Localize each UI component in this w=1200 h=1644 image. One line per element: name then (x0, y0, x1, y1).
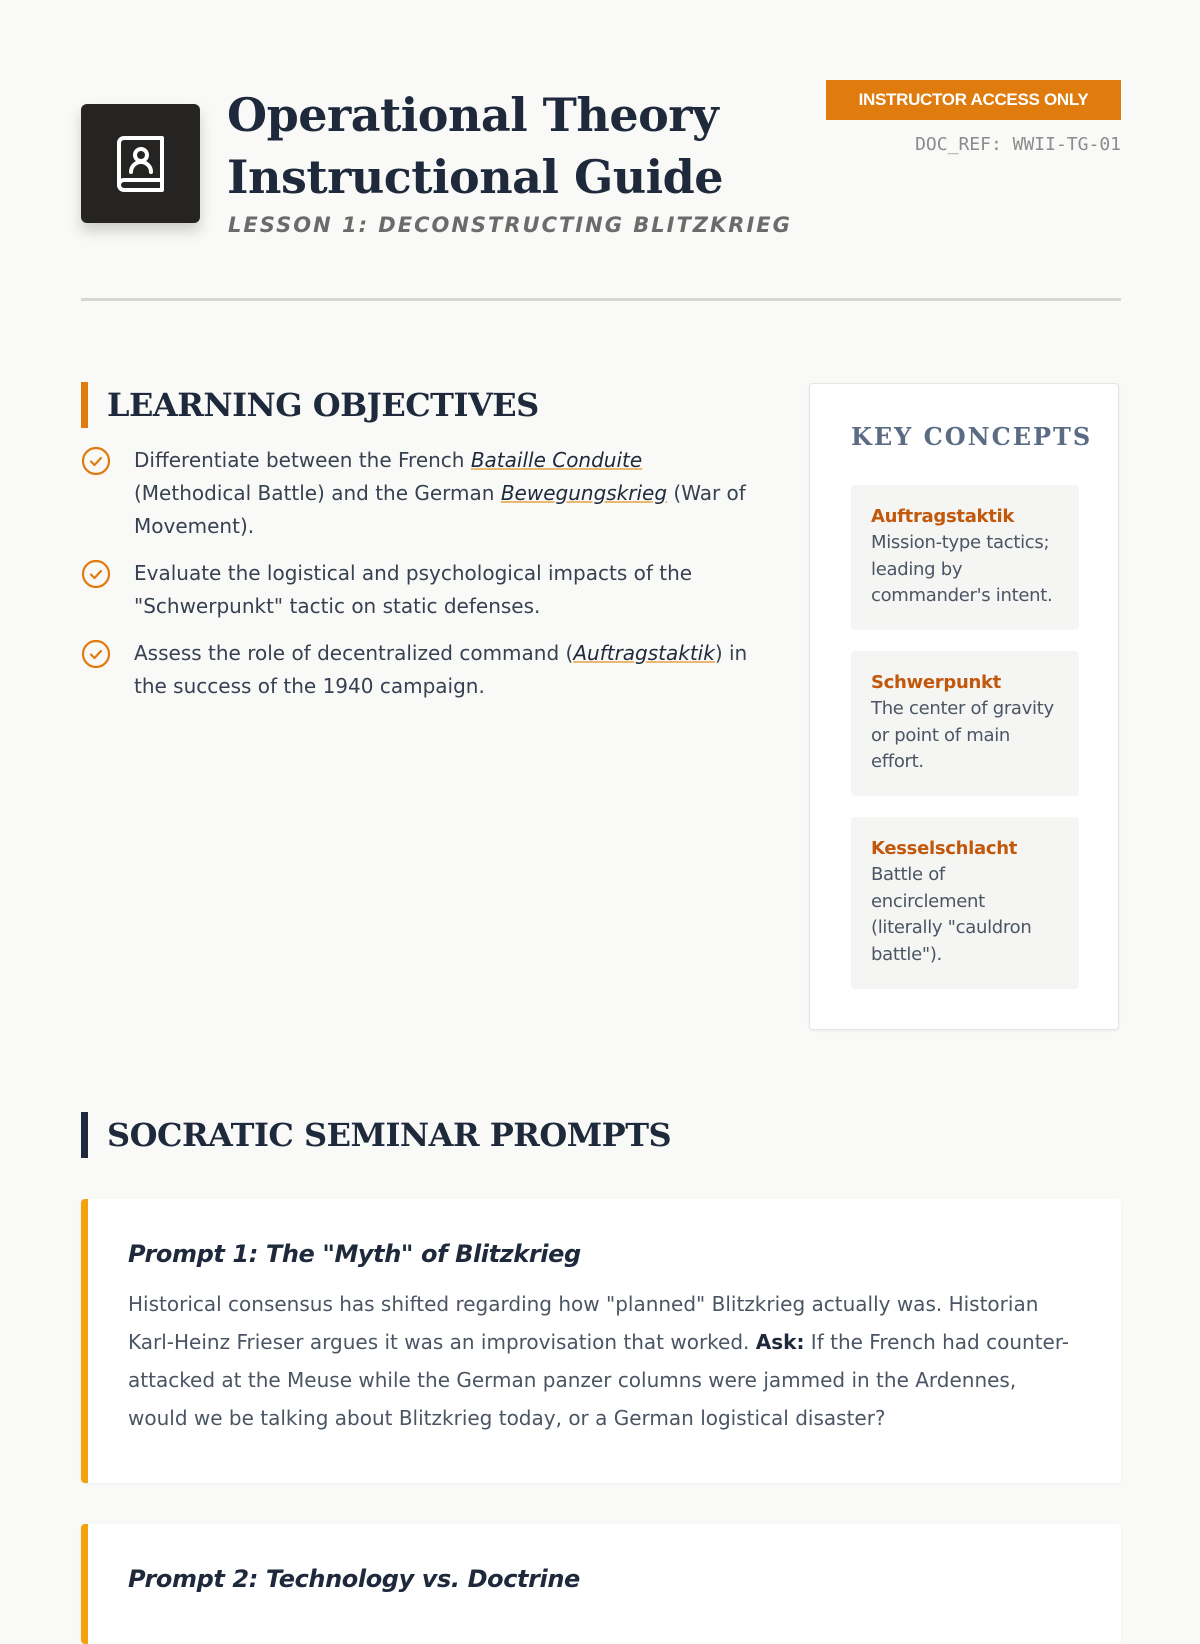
objective-item (81, 637, 754, 703)
key-concepts-heading: KEY CONCEPTS (851, 422, 1093, 451)
concept-name: Schwerpunkt (871, 672, 1001, 693)
heading-accent-bar (81, 1112, 88, 1158)
prompt-body-question: If the French had counter-attacked at the Meuse while the German panzer columns were jammed in the Ardennes, would we be talking about Blitzkrieg today, or a German logistical disaster? (128, 1330, 1070, 1430)
document-header (81, 0, 1121, 302)
objective-item (81, 444, 754, 543)
page-title: Operational Theory Instructional Guide (227, 88, 724, 204)
prompt-title: Prompt 2: Technology vs. Doctrine (128, 1565, 580, 1593)
check-circle-icon (81, 446, 111, 486)
heading-accent-bar (81, 382, 88, 428)
key-concepts-card (809, 383, 1119, 1030)
objective-text: Assess the role of decentralized command ( (134, 641, 574, 665)
prompt-title: Prompt 1: The "Myth" of Blitzkrieg (128, 1240, 581, 1268)
concept-item (851, 485, 1079, 630)
objective-text: Differentiate between the French (134, 448, 471, 472)
guide-page (81, 0, 1121, 1593)
header-divider (81, 298, 1121, 301)
lesson-subtitle: LESSON 1: DECONSTRUCTING BLITZKRIEG (228, 213, 792, 237)
learning-objectives-section (81, 382, 761, 717)
term-auftragstaktik: Auftragstaktik (573, 641, 715, 665)
term-bewegungskrieg: Bewegungskrieg (500, 481, 668, 505)
term-bataille-conduite: Bataille Conduite (470, 448, 643, 472)
concept-name: Kesselschlacht (871, 838, 1018, 859)
concept-item (851, 651, 1079, 796)
objectives-list (81, 444, 761, 703)
prompt-body (128, 1285, 1081, 1437)
prompt-card (81, 1524, 1121, 1644)
concept-name: Auftragstaktik (871, 506, 1015, 527)
seminar-heading (81, 1112, 1121, 1158)
objectives-heading-text: LEARNING OBJECTIVES (107, 386, 539, 424)
prompt-body-intro: Historical consensus has shifted regarding how "planned" Blitzkrieg actually was. Historian Karl-Heinz Frieser argues it was an improvisation that worked. (128, 1292, 1039, 1354)
objective-text: ) in the success of the 1940 campaign. (134, 641, 748, 698)
objectives-heading (81, 382, 761, 428)
check-circle-icon (81, 639, 111, 679)
book-user-icon (81, 104, 200, 223)
objective-text: (War of Movement). (134, 481, 746, 538)
objective-text: (Methodical Battle) and the German (134, 481, 501, 505)
check-circle-icon (81, 559, 111, 599)
prompt-ask-label: Ask: (755, 1330, 805, 1354)
concept-definition: The center of gravity or point of main effort. (871, 698, 1054, 772)
document-reference: DOC_REF: WWII-TG-01 (915, 134, 1121, 155)
concept-definition: Mission-type tactics; leading by commander's intent. (871, 532, 1053, 606)
prompt-card (81, 1199, 1121, 1483)
access-badge: INSTRUCTOR ACCESS ONLY (826, 80, 1121, 120)
concept-item (851, 817, 1079, 989)
socratic-seminar-section (81, 1112, 1121, 1593)
objective-item (81, 557, 754, 623)
objective-text: Evaluate the logistical and psychological impacts of the "Schwerpunkt" tactic on static defenses. (134, 561, 693, 618)
concept-definition: Battle of encirclement (literally "cauldron battle"). (871, 864, 1032, 965)
seminar-heading-text: SOCRATIC SEMINAR PROMPTS (107, 1116, 672, 1154)
